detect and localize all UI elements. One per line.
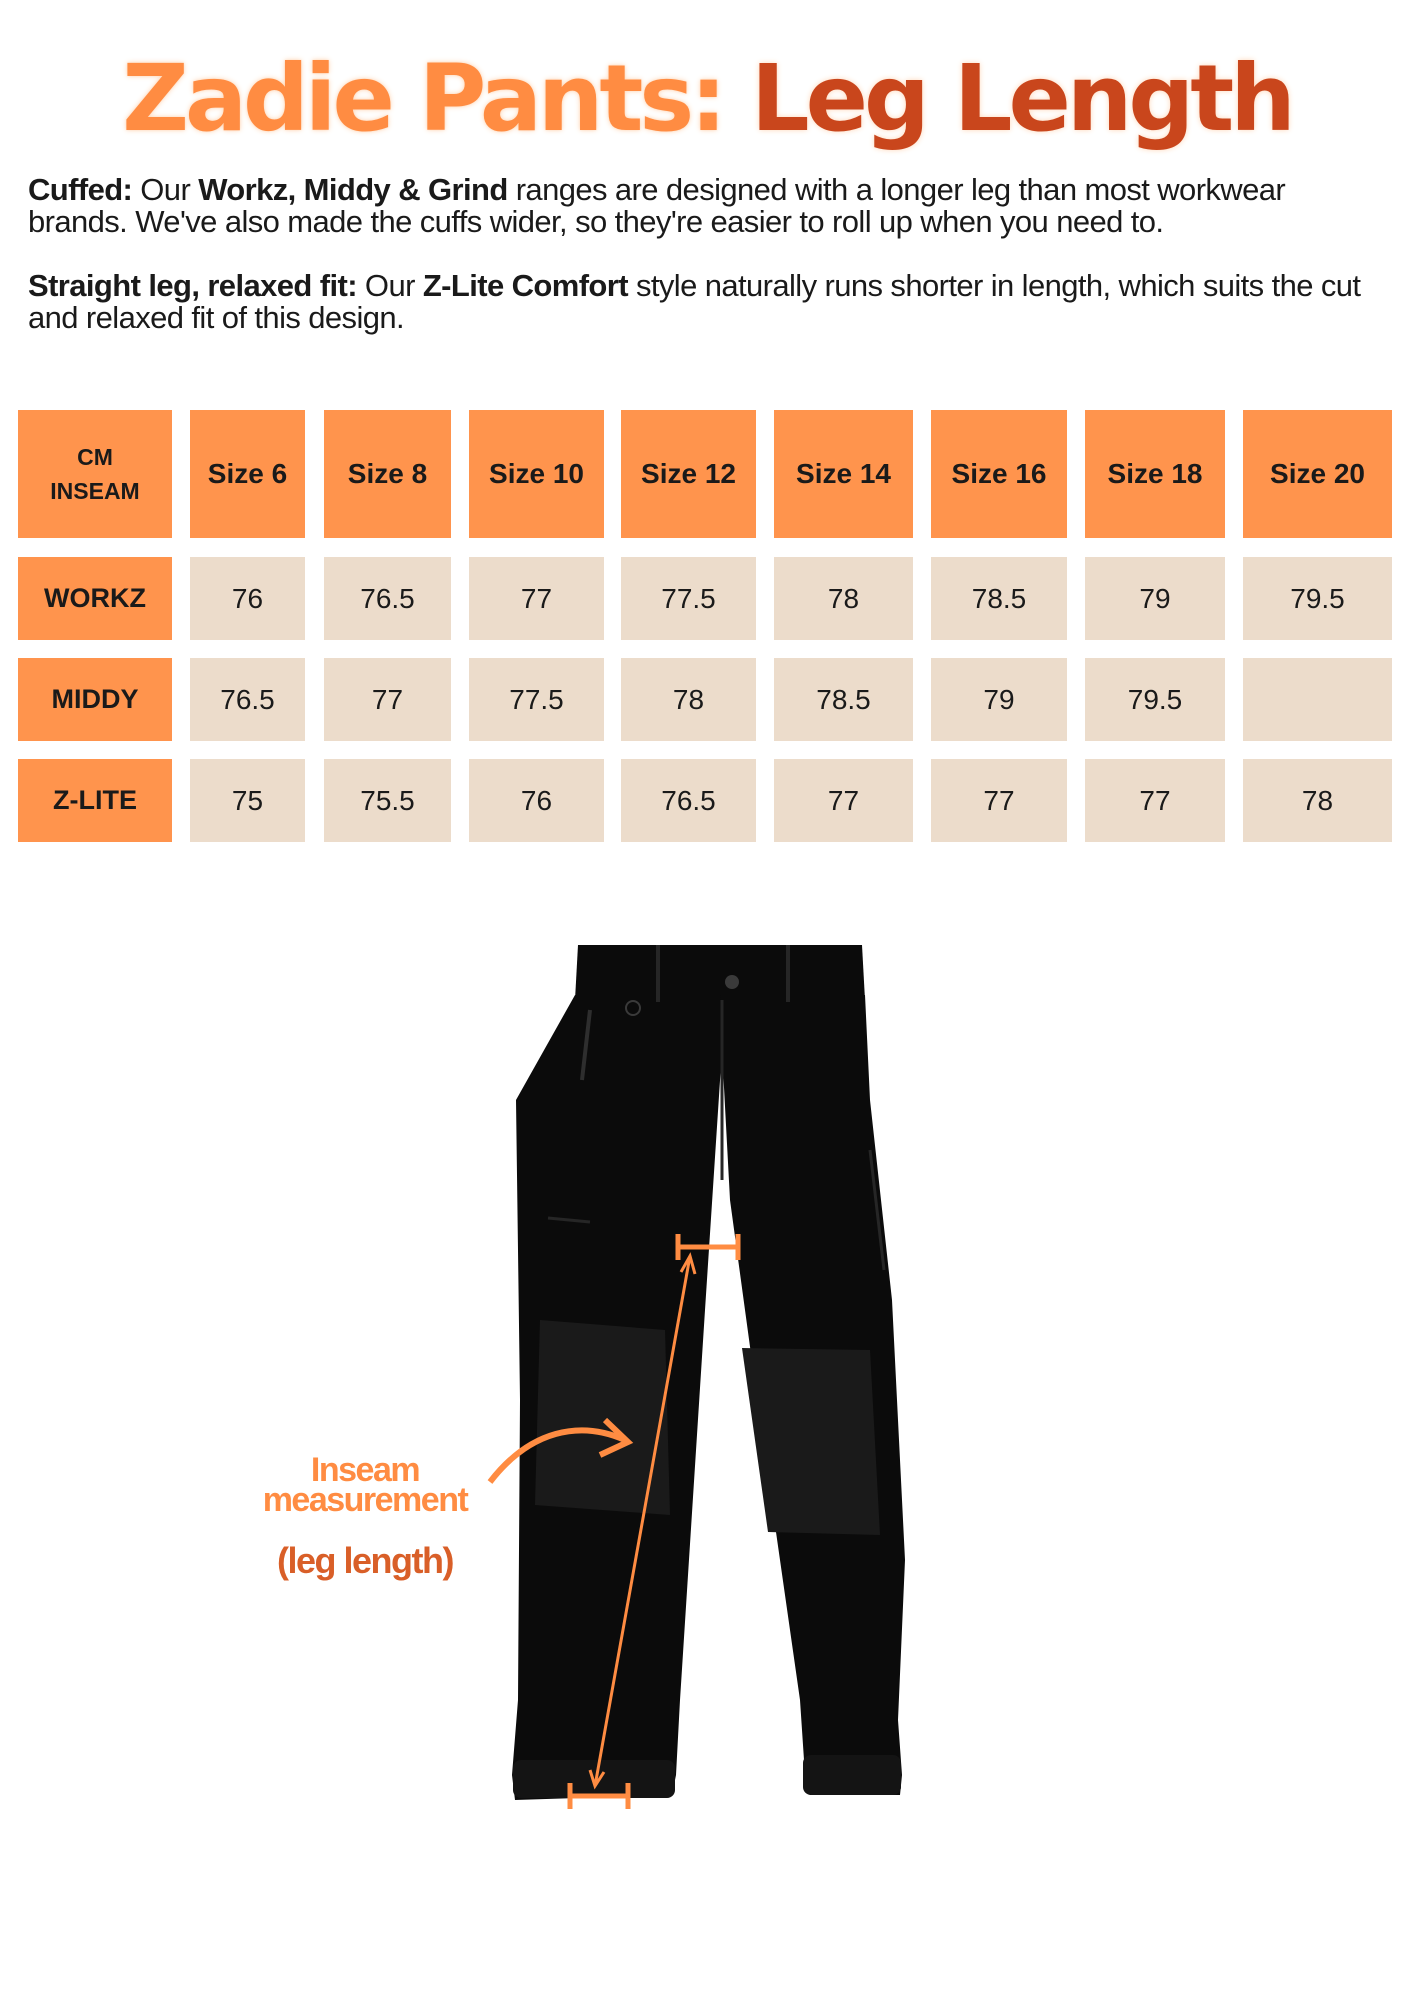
intro-cuffed-text: ranges are designed with a longer leg than most workwear brands. We've also made the cuffs wider, so they're easier to roll up when you need to. <box>28 172 1286 239</box>
table-cell: 78 <box>1243 759 1392 842</box>
table-cell: 77 <box>774 759 913 842</box>
table-cell: 77 <box>931 759 1067 842</box>
callout-line-2: measurement <box>262 1481 468 1519</box>
intro-straight-leg <box>28 270 1388 334</box>
intro-straight-lead: Straight leg, relaxed fit: <box>28 268 357 303</box>
size-header: Size 12 <box>621 410 756 538</box>
table-cell: 77 <box>1085 759 1225 842</box>
table-cell: 76.5 <box>324 557 451 640</box>
table-cell: 79 <box>931 658 1067 741</box>
table-cell: 77 <box>324 658 451 741</box>
size-header: Size 10 <box>469 410 604 538</box>
table-cell: 79 <box>1085 557 1225 640</box>
row-label-workz: WORKZ <box>18 557 172 640</box>
inseam-callout <box>230 1451 500 1519</box>
row-label-middy: MIDDY <box>18 658 172 741</box>
corner-unit: CM <box>77 444 113 470</box>
table-corner-header <box>18 410 172 538</box>
title-brand: Zadie Pants: <box>122 45 723 152</box>
size-header: Size 6 <box>190 410 305 538</box>
table-cell: 76 <box>190 557 305 640</box>
table-cell: 75 <box>190 759 305 842</box>
leg-length-callout: (leg length) <box>277 1540 453 1581</box>
size-header: Size 20 <box>1243 410 1392 538</box>
row-label-z-lite: Z-LITE <box>18 759 172 842</box>
table-cell: 79.5 <box>1085 658 1225 741</box>
knee-panel-right <box>742 1348 880 1535</box>
intro-straight-style: Z-Lite Comfort <box>422 268 628 303</box>
callout-line-1: Inseam <box>310 1451 420 1489</box>
table-cell: 78.5 <box>774 658 913 741</box>
intro-cuffed-lead: Cuffed: <box>28 172 133 207</box>
table-cell: 77.5 <box>621 557 756 640</box>
pants-illustration <box>512 945 905 1800</box>
waist-button <box>725 975 739 989</box>
table-cell: 77.5 <box>469 658 604 741</box>
intro-cuffed-ranges: Workz, Middy & Grind <box>198 172 508 207</box>
size-header: Size 8 <box>324 410 451 538</box>
cuff-right <box>803 1755 901 1795</box>
page-title <box>0 45 1414 152</box>
table-cell: 76.5 <box>621 759 756 842</box>
intro-straight-pre: Our <box>356 268 423 303</box>
pants-diagram <box>0 900 1414 1900</box>
table-cell <box>1243 658 1392 741</box>
table-cell: 75.5 <box>324 759 451 842</box>
table-cell: 79.5 <box>1243 557 1392 640</box>
size-header: Size 16 <box>931 410 1067 538</box>
title-topic: Leg Length <box>750 45 1292 152</box>
table-cell: 78 <box>621 658 756 741</box>
table-cell: 76 <box>469 759 604 842</box>
size-header: Size 18 <box>1085 410 1225 538</box>
pants-waistband <box>575 945 865 1000</box>
corner-label: INSEAM <box>50 478 140 504</box>
table-cell: 76.5 <box>190 658 305 741</box>
table-cell: 77 <box>469 557 604 640</box>
size-header: Size 14 <box>774 410 913 538</box>
table-cell: 78.5 <box>931 557 1067 640</box>
intro-cuffed <box>28 174 1388 238</box>
table-cell: 78 <box>774 557 913 640</box>
intro-straight-text: style naturally runs shorter in length, which suits the cut and relaxed fit of this design. <box>28 268 1361 335</box>
intro-cuffed-pre: Our <box>132 172 199 207</box>
